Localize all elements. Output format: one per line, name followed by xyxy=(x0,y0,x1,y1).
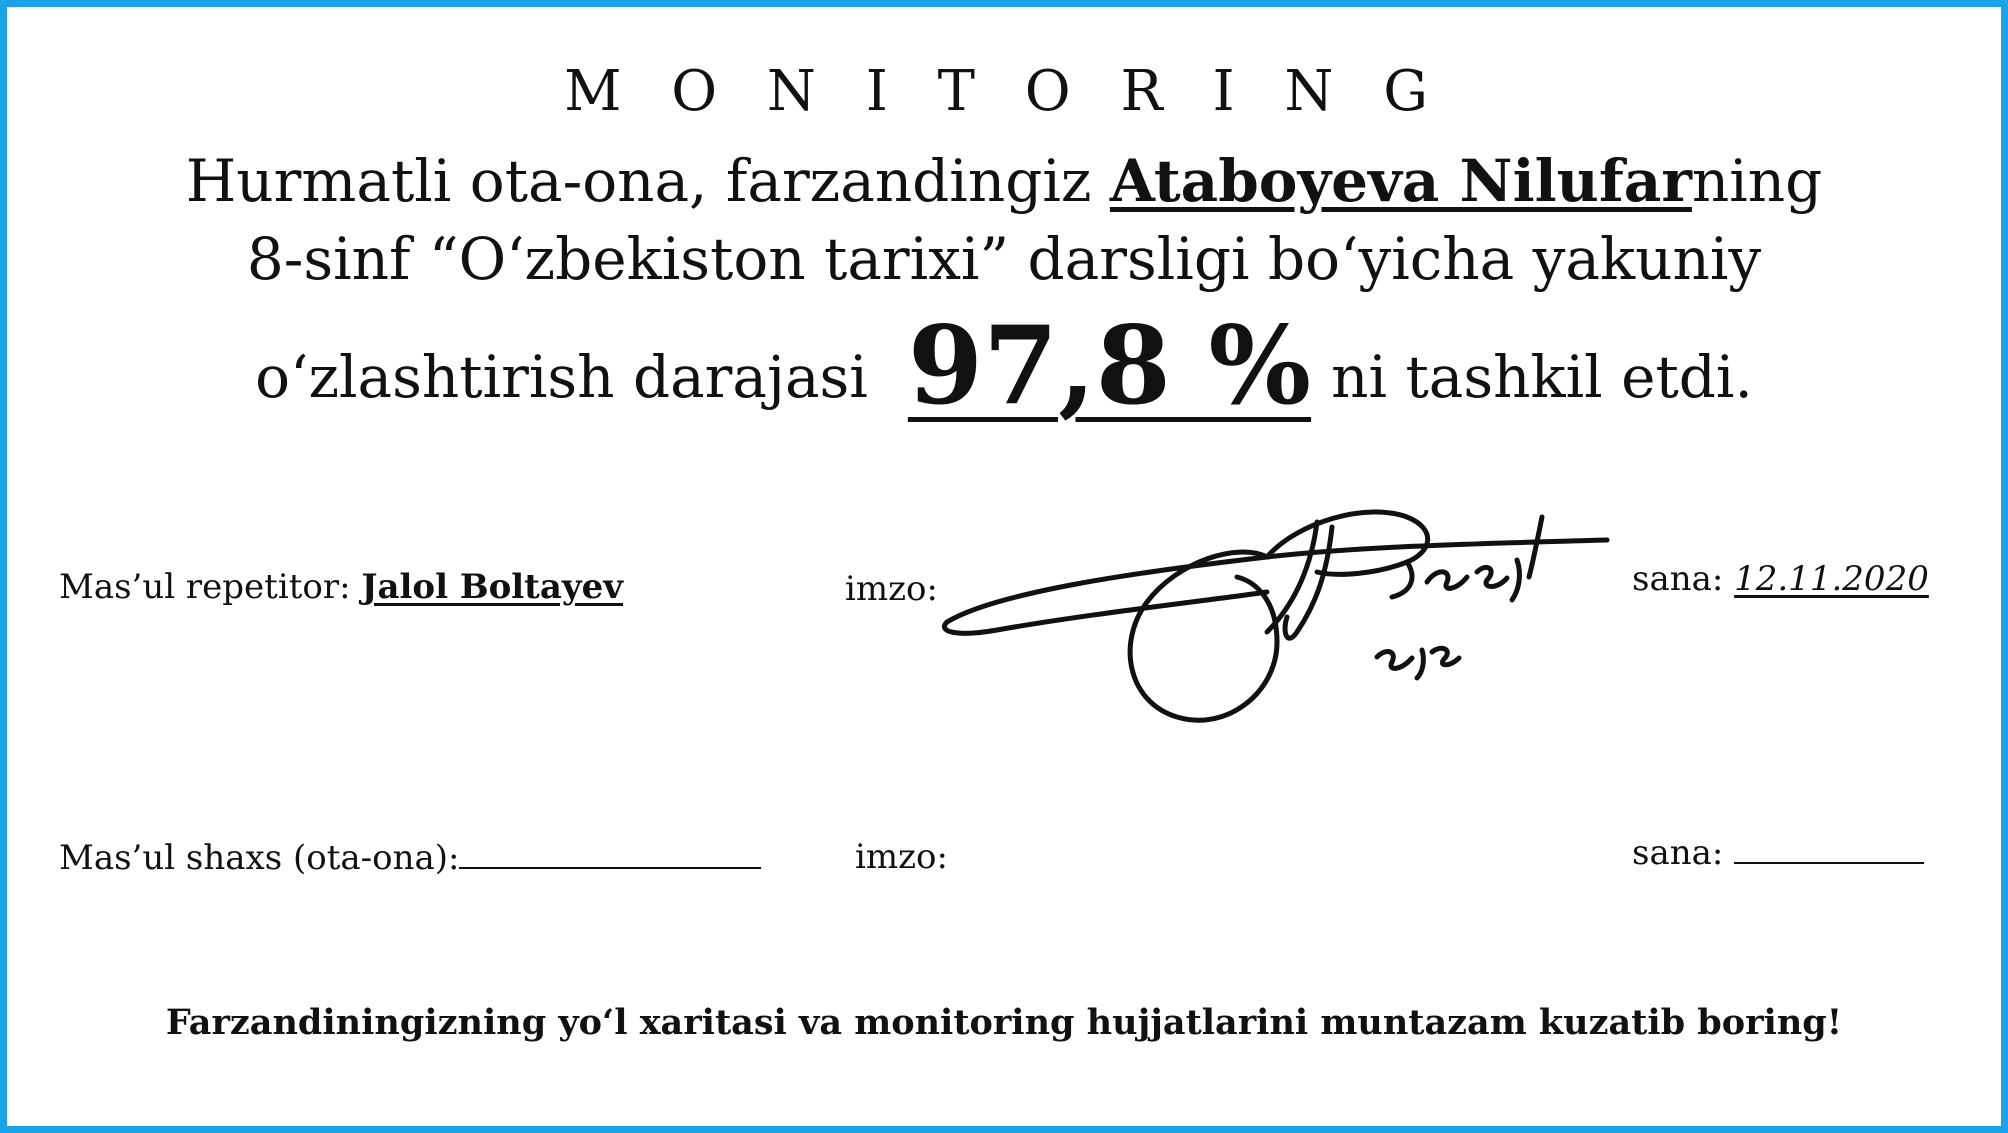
parent-label: Mas’ul shaxs (ota-ona): xyxy=(59,838,460,878)
page-title: M O N I T O R I N G xyxy=(564,59,1444,124)
tutor-date-value: 12.11.2020 xyxy=(1734,559,1929,599)
parent-signature-label: imzo: xyxy=(855,837,948,877)
result-prefix: o‘zlashtirish darajasi xyxy=(255,343,868,411)
tutor-field xyxy=(59,567,623,607)
tutor-date-label: sana: xyxy=(1632,559,1735,599)
student-name: Ataboyeva Nilufar xyxy=(1109,147,1692,215)
mastery-percent: 97,8 % xyxy=(907,303,1312,429)
parent-field xyxy=(59,837,761,878)
tutor-signature-label: imzo: xyxy=(845,569,938,609)
parent-name-blank xyxy=(459,837,761,869)
greeting-suffix: ning xyxy=(1691,147,1823,215)
parent-date-field xyxy=(1632,832,1924,873)
result-suffix: ni tashkil etdi. xyxy=(1331,343,1753,411)
footer-note: Farzandiningizning yo‘l xaritasi va monitoring hujjatlarini muntazam kuzatib boring! xyxy=(165,1002,1843,1043)
tutor-date-field xyxy=(1632,559,1929,599)
tutor-label: Mas’ul repetitor: xyxy=(59,567,362,607)
parent-date-label: sana: xyxy=(1632,833,1735,873)
parent-date-blank xyxy=(1734,832,1924,864)
tutor-signature xyxy=(937,482,1617,732)
greeting-line xyxy=(7,147,2001,215)
subject-line: 8-sinf “O‘zbekiston tarixi” darsligi bo‘yicha yakuniy xyxy=(246,225,1762,293)
tutor-name: Jalol Boltayev xyxy=(361,567,624,607)
result-line xyxy=(7,297,2001,429)
greeting-prefix: Hurmatli ota-ona, farzandingiz xyxy=(185,147,1110,215)
